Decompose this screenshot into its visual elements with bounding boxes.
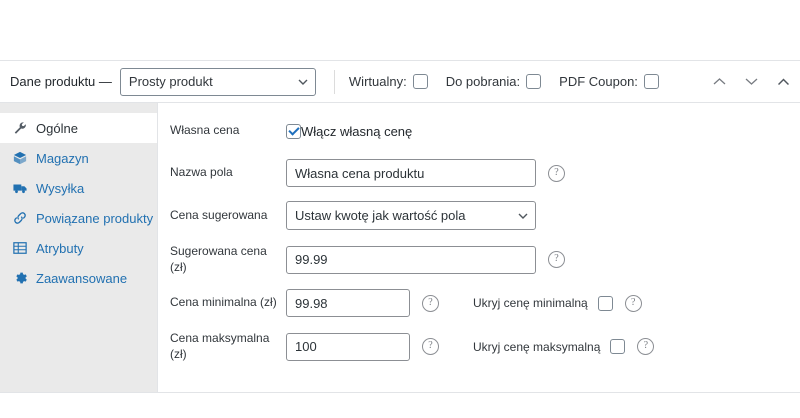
enable-custom-price-checkbox[interactable] bbox=[286, 124, 301, 139]
caret-up-icon[interactable] bbox=[776, 75, 790, 89]
chevron-down-icon[interactable] bbox=[744, 75, 758, 89]
suggested-price-control bbox=[286, 246, 565, 274]
field-name-input[interactable] bbox=[286, 159, 536, 187]
cube-icon bbox=[12, 150, 28, 166]
tab-general-label: Ogólne bbox=[36, 120, 78, 136]
tab-general[interactable] bbox=[0, 113, 157, 143]
field-name-label: Nazwa pola bbox=[170, 165, 233, 180]
enable-custom-price-label: Własna cena bbox=[170, 123, 240, 138]
hide-max-price-checkbox[interactable] bbox=[610, 339, 625, 354]
suggested-mode-label: Cena sugerowana bbox=[170, 207, 268, 222]
pdf-coupon-label: PDF Coupon: bbox=[559, 74, 638, 89]
tab-advanced-label: Zaawansowane bbox=[36, 270, 128, 286]
enable-custom-price-row bbox=[158, 117, 800, 145]
help-icon[interactable]: ? bbox=[422, 338, 439, 355]
tab-attributes[interactable] bbox=[0, 233, 157, 263]
gear-icon bbox=[12, 270, 28, 286]
hide-max-price-group bbox=[473, 338, 654, 355]
help-icon[interactable]: ? bbox=[637, 338, 654, 355]
field-name-row bbox=[158, 159, 800, 187]
product-data-header bbox=[0, 61, 800, 103]
product-data-panel bbox=[0, 60, 800, 393]
enable-custom-price-control bbox=[286, 124, 412, 139]
header-actions bbox=[712, 75, 790, 89]
hide-min-price-label: Ukryj cenę minimalną bbox=[473, 296, 588, 311]
field-name-control bbox=[286, 159, 565, 187]
help-icon[interactable]: ? bbox=[422, 295, 439, 312]
product-type-select[interactable] bbox=[120, 68, 316, 96]
enable-custom-price-checkbox-label: Włącz własną cenę bbox=[301, 123, 413, 139]
min-price-row bbox=[158, 289, 800, 317]
virtual-label: Wirtualny: bbox=[348, 74, 407, 89]
max-price-row bbox=[158, 331, 800, 362]
suggested-price-row bbox=[158, 244, 800, 275]
suggested-mode-control bbox=[286, 201, 536, 230]
header-divider bbox=[334, 70, 335, 94]
page-title: Dane produktu — bbox=[10, 74, 112, 89]
downloadable-label: Do pobrania: bbox=[445, 74, 521, 89]
help-icon[interactable]: ? bbox=[548, 251, 565, 268]
hide-max-price-label: Ukryj cenę maksymalną bbox=[473, 339, 601, 354]
max-price-control bbox=[286, 333, 654, 361]
min-price-input[interactable] bbox=[286, 289, 410, 317]
tab-linked-products[interactable] bbox=[0, 203, 157, 233]
help-icon[interactable]: ? bbox=[625, 295, 642, 312]
downloadable-checkbox[interactable] bbox=[526, 74, 541, 89]
suggested-mode-select[interactable] bbox=[286, 201, 536, 230]
product-data-tabs bbox=[0, 103, 158, 392]
tab-shipping-label: Wysyłka bbox=[36, 180, 85, 196]
product-data-body bbox=[0, 103, 800, 392]
table-icon bbox=[12, 240, 28, 256]
virtual-toggle[interactable] bbox=[349, 74, 428, 89]
max-price-input[interactable] bbox=[286, 333, 410, 361]
wrench-icon bbox=[12, 120, 28, 136]
product-type-select-wrap bbox=[120, 68, 316, 96]
suggested-price-input[interactable] bbox=[286, 246, 536, 274]
general-tab-panel bbox=[158, 103, 800, 392]
help-icon[interactable]: ? bbox=[548, 165, 565, 182]
suggested-mode-row bbox=[158, 201, 800, 230]
max-price-label: Cena maksymalna (zł) bbox=[170, 331, 270, 361]
tab-shipping[interactable] bbox=[0, 173, 157, 203]
virtual-checkbox[interactable] bbox=[413, 74, 428, 89]
hide-min-price-checkbox[interactable] bbox=[598, 296, 613, 311]
truck-icon bbox=[12, 180, 28, 196]
tab-inventory[interactable] bbox=[0, 143, 157, 173]
min-price-label: Cena minimalna (zł) bbox=[170, 295, 277, 310]
tab-inventory-label: Magazyn bbox=[36, 150, 89, 166]
hide-min-price-group bbox=[473, 295, 642, 312]
suggested-price-label: Sugerowana cena (zł) bbox=[170, 244, 267, 274]
pdf-coupon-checkbox[interactable] bbox=[644, 74, 659, 89]
tab-attributes-label: Atrybuty bbox=[36, 240, 84, 256]
link-icon bbox=[12, 210, 28, 226]
tab-linked-products-label: Powiązane produkty bbox=[36, 210, 154, 226]
chevron-up-icon[interactable] bbox=[712, 75, 726, 89]
min-price-control bbox=[286, 289, 642, 317]
downloadable-toggle[interactable] bbox=[446, 74, 541, 89]
pdf-coupon-toggle[interactable] bbox=[559, 74, 659, 89]
tab-advanced[interactable] bbox=[0, 263, 157, 293]
suggested-mode-select-wrap bbox=[286, 201, 536, 230]
